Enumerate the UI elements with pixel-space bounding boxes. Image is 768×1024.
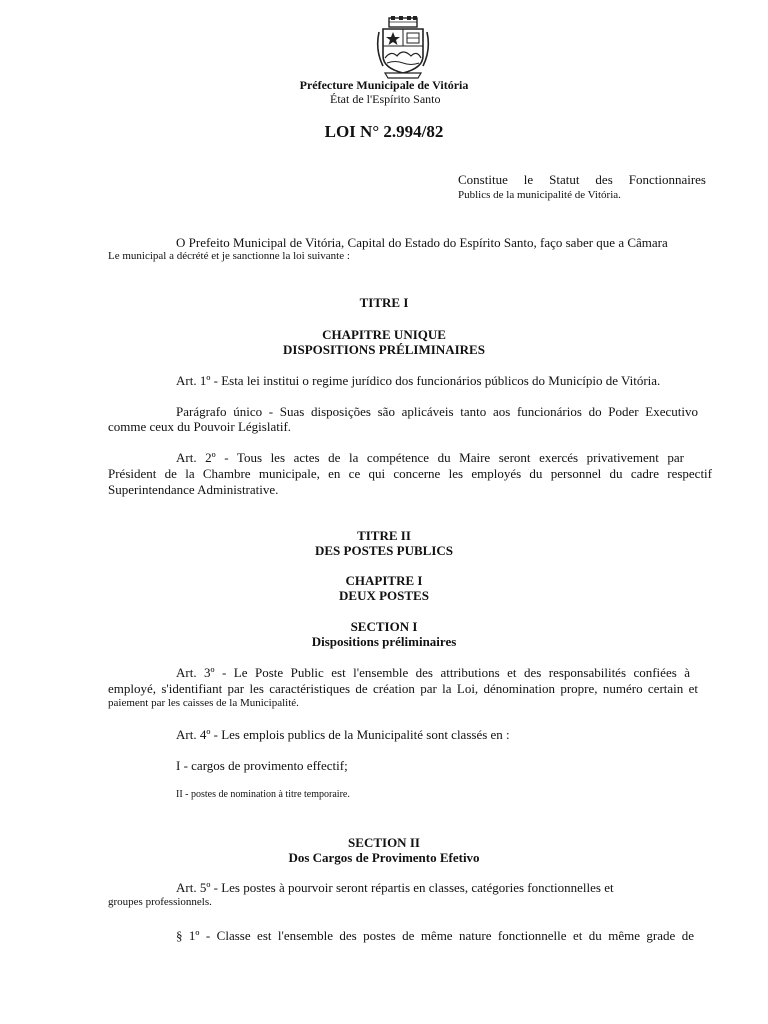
prefecture-name: Préfecture Municipale de Vitória [299, 78, 469, 92]
article-3-line-3: paiement par les caisses de la Municipalité. [108, 697, 299, 709]
article-4-intro: Art. 4º - Les emplois publics de la Municipalité sont classés en : [176, 727, 510, 742]
paragrafo-unico-line-1: Parágrafo único - Suas disposições são aplicáveis tanto aos funcionários do Poder Executivo [176, 404, 698, 419]
section-2-heading: SECTION II [348, 835, 420, 850]
paragraph-1-line-1: § 1º - Classe est l'ensemble des postes de même nature fonctionnelle et du même grade de [176, 928, 694, 943]
state-name: État de l'Espírito Santo [330, 92, 441, 106]
law-summary-line-2: Publics de la municipalité de Vitória. [458, 189, 621, 201]
titre-1-heading: TITRE I [359, 295, 409, 310]
paragrafo-unico-line-2: comme ceux du Pouvoir Législatif. [108, 419, 292, 434]
coat-of-arms-icon [375, 16, 431, 80]
article-2-line-3: Superintendance Administrative. [108, 482, 279, 497]
preamble-line-2: Le municipal a décrété et je sanctionne la loi suivante : [108, 250, 350, 262]
law-title: LOI N° 2.994/82 [324, 122, 444, 141]
postes-publics-heading: DES POSTES PUBLICS [315, 543, 453, 558]
deux-postes-heading: DEUX POSTES [339, 588, 429, 603]
chapitre-unique-heading: CHAPITRE UNIQUE [322, 327, 446, 342]
section-1-heading: SECTION I [350, 619, 418, 634]
chapitre-1-heading: CHAPITRE I [345, 573, 423, 588]
article-4-item-2: II - postes de nomination à titre temporaire. [176, 789, 350, 800]
article-5-line-1: Art. 5º - Les postes à pourvoir seront répartis en classes, catégories fonctionnelles et [176, 880, 614, 895]
article-1: Art. 1º - Esta lei institui o regime jurídico dos funcionários públicos do Município de Vitória. [176, 373, 661, 388]
article-5-line-2: groupes professionnels. [108, 896, 212, 908]
dispositions-heading: DISPOSITIONS PRÉLIMINAIRES [283, 342, 485, 357]
article-2-line-2: Président de la Chambre municipale, en ce qui concerne les employés du personnel du cadre respectif [108, 466, 712, 481]
article-3-line-2: employé, s'identifiant par les caractéristiques de création par la Loi, dénomination propre, numéro certain et [108, 681, 698, 696]
section-1-name: Dispositions préliminaires [311, 634, 457, 649]
titre-2-heading: TITRE II [357, 528, 411, 543]
law-summary-line-1: Constitue le Statut des Fonctionnaires [458, 172, 706, 187]
article-3-line-1: Art. 3º - Le Poste Public est l'ensemble des attributions et des responsabilités confiées à [176, 665, 690, 680]
section-2-name: Dos Cargos de Provimento Efetivo [288, 850, 480, 865]
preamble-line-1: O Prefeito Municipal de Vitória, Capital do Estado do Espírito Santo, faço saber que a Câmara [176, 235, 668, 250]
article-2-line-1: Art. 2º - Tous les actes de la compétence du Maire seront exercés privativement par [176, 450, 684, 465]
article-4-item-1: I - cargos de provimento effectif; [176, 758, 348, 773]
